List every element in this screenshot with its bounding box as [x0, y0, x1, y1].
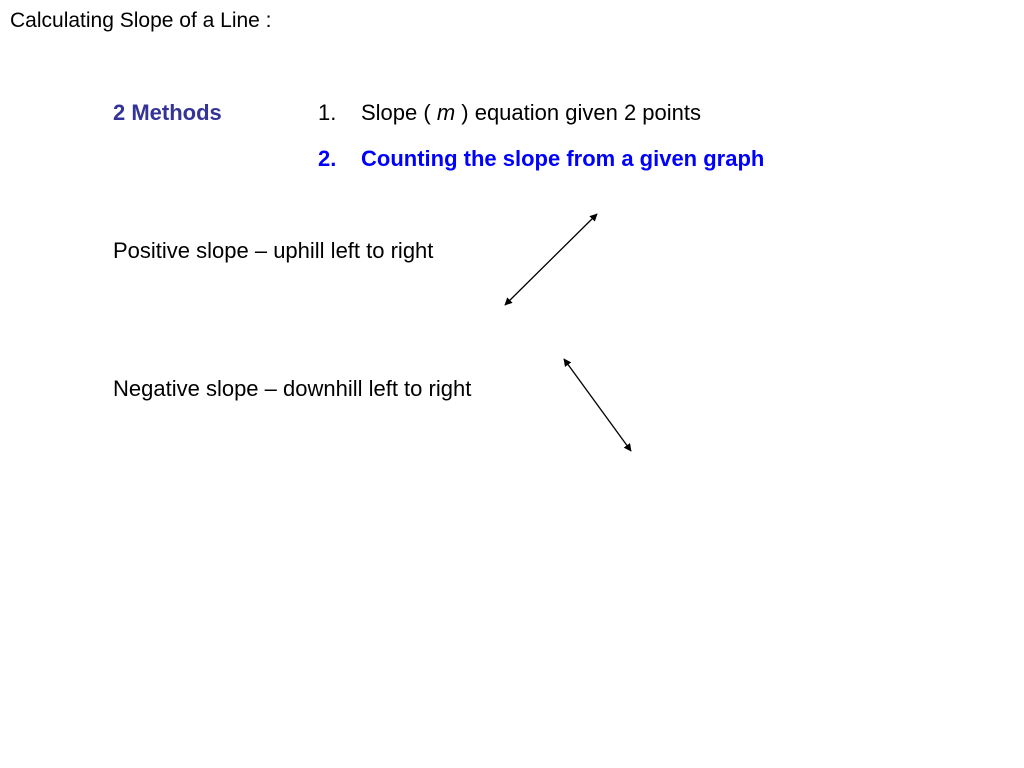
- method-text-after-variable: ) equation given 2 points: [455, 100, 701, 125]
- method-item-1: [318, 100, 701, 126]
- method-text-2: Counting the slope from a given graph: [361, 146, 765, 171]
- method-item-2: [318, 146, 764, 172]
- method-text-before-variable: Slope (: [361, 100, 437, 125]
- double-headed-arrow-downhill-icon: [564, 359, 631, 451]
- slope-variable: m: [436, 100, 456, 125]
- method-number-2: 2.: [318, 146, 337, 171]
- method-number-1: 1.: [318, 100, 337, 125]
- double-headed-arrow-uphill-icon: [505, 214, 597, 305]
- methods-label: 2 Methods: [113, 100, 222, 125]
- slide-title: Calculating Slope of a Line :: [10, 9, 272, 32]
- negative-slope-text: Negative slope – downhill left to right: [113, 376, 472, 401]
- positive-slope-text: Positive slope – uphill left to right: [113, 238, 434, 263]
